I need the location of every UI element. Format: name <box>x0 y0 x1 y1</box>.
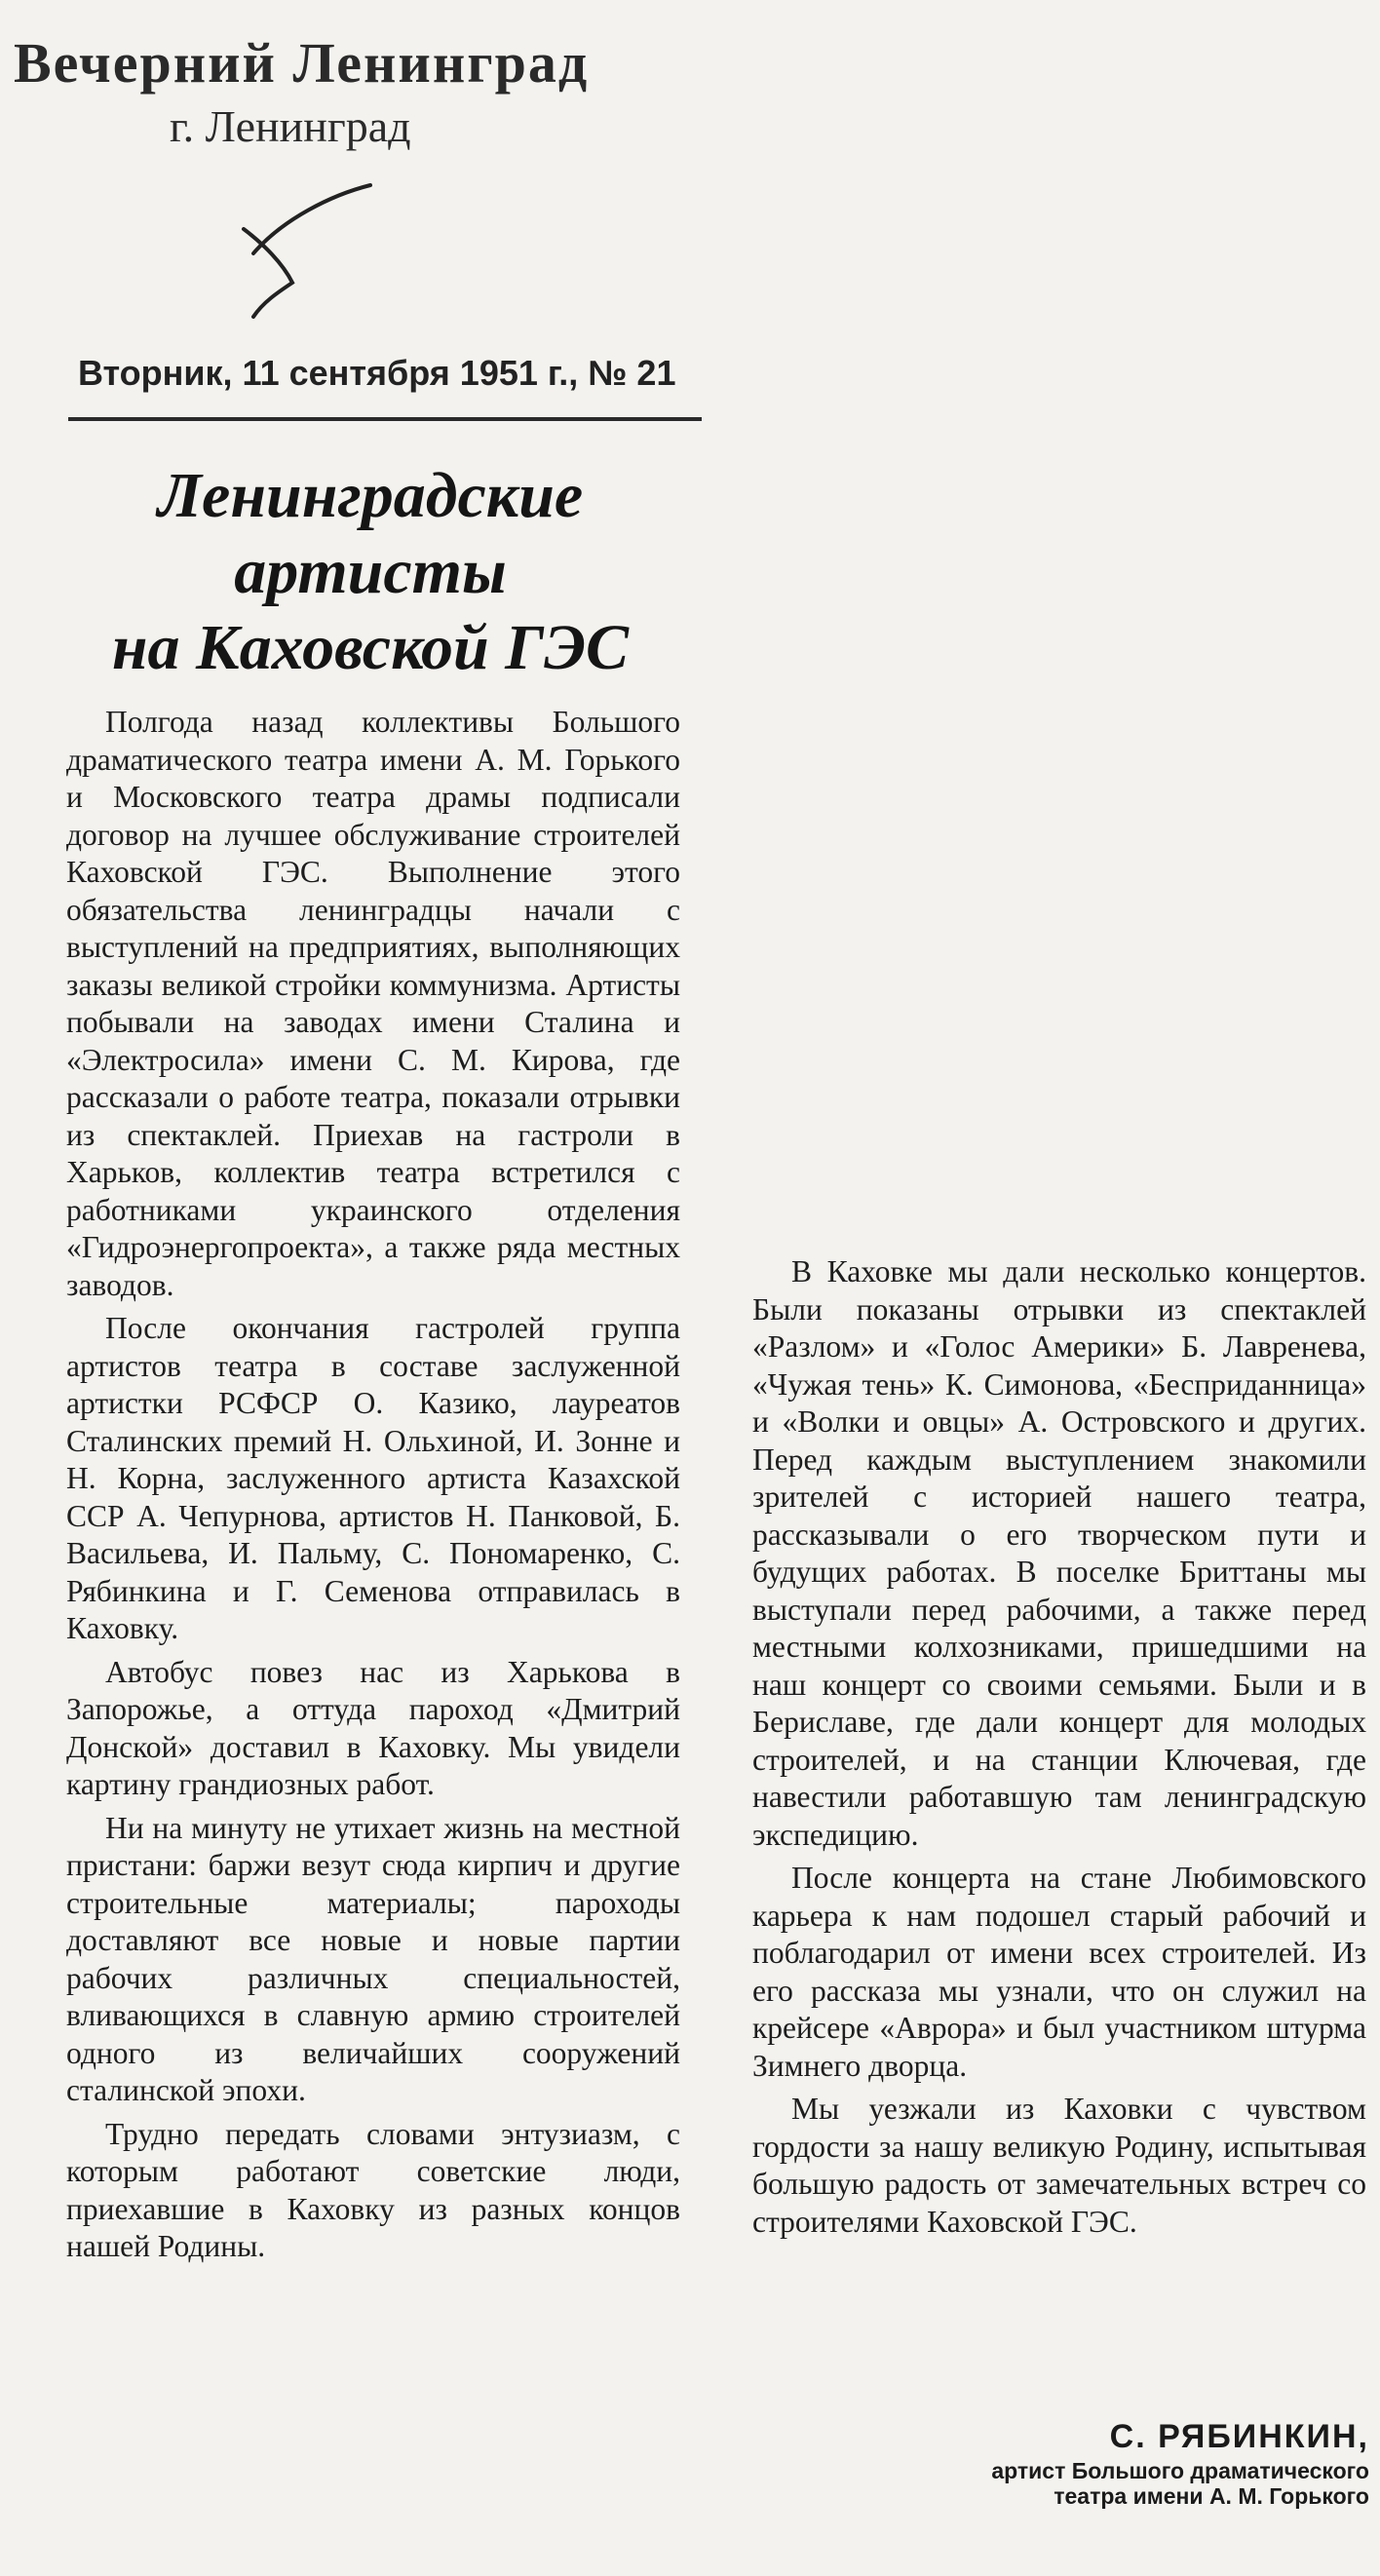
author-name: С. РЯБИНКИН, <box>1109 2418 1369 2455</box>
article-headline <box>39 458 702 686</box>
author-signature <box>799 2415 1369 2509</box>
article-paragraph: Мы уезжали из Каховки с чувством гордости за нашу великую Родину, испытывая большую радость от замечательных встреч со строителями Каховской ГЭС. <box>752 2092 1366 2239</box>
author-role: артист Большого драматического <box>991 2458 1369 2483</box>
article-paragraph: Полгода назад коллективы Большого драматического театра имени А. М. Горького и Московского театра драмы подписали договор на лучшее обслуживание строителей Каховской ГЭС. Выполнение этого обязательства ленинградцы начали с выступлений на предприятиях, выполняющих заказы великой стройки коммунизма. Артисты побывали на заводах имени Сталина и «Электросила» имени С. М. Кирова, где рассказали о работе театра, показали отрывки из спектаклей. Приехав на гастроли в Харьков, коллектив театра встретился с работниками украинского отделения «Гидроэнергопроекта», а также ряда местных заводов. <box>66 705 680 1302</box>
dateline-rule <box>68 417 702 421</box>
article-paragraph: После концерта на стане Любимовского карьера к нам подошел старый рабочий и поблагодарил от имени всех строителей. Из его рассказа мы узнали, что он служил на крейсере «Аврора» и был участником штурма Зимнего дворца. <box>752 1861 1366 2083</box>
article-paragraph: Автобус повез нас из Харькова в Запорожье, а оттуда пароход «Дмитрий Донской» доставил в Каховку. Мы увидели картину грандиозных работ. <box>66 1654 680 1801</box>
handwritten-mark-icon <box>224 175 400 331</box>
masthead <box>14 29 696 156</box>
article-paragraph: В Каховке мы дали несколько концертов. Были показаны отрывки из спектаклей «Разлом» и «Голос Америки» Б. Лавренева, «Чужая тень» К. Симонова, «Бесприданница» и «Волки и овцы» А. Островского и других. Перед каждым выступлением знакомили зрителей с историей нашего театра, рассказывали о его творческом пути и будущих работах. В поселке Бриттаны мы выступали перед рабочими, а также перед местными колхозниками, пришедшими на наш концерт со своими семьями. Были и в Бериславе, где дали концерт для молодых строителей, и на станции Ключевая, где навестили работавшую там ленинградскую экспедицию. <box>752 1254 1366 1852</box>
article-paragraph: После окончания гастролей группа артистов театра в составе заслуженной артистки РСФСР О. Казико, лауреатов Сталинских премий Н. Ольхиной, И. Зонне и Н. Корна, заслуженного артиста Казахской ССР А. Чепурнова, артистов Н. Панковой, Б. Васильева, И. Пальму, С. Пономаренко, С. Рябинкина и Г. Семенова отправилась в Каховку. <box>66 1311 680 1645</box>
article-paragraph: Трудно передать словами энтузиазм, с которым работают советские люди, приехавшие в Каховку из разных концов нашей Родины. <box>66 2116 680 2263</box>
newspaper-city: г. Ленинград <box>170 101 411 151</box>
article-paragraph: Ни на минуту не утихает жизнь на местной пристани: баржи везут сюда кирпич и другие строительные материалы; пароходы доставляют все новые и новые партии рабочих различных специальностей, вливающихся в славную армию строителей одного из величайших сооружений сталинской эпохи. <box>66 1810 680 2107</box>
author-role: театра имени А. М. Горького <box>1054 2483 1369 2509</box>
headline-line: Ленинградские <box>157 460 584 531</box>
headline-line: на Каховской ГЭС <box>111 612 630 683</box>
headline-line: артисты <box>234 536 507 607</box>
newspaper-name: Вечерний Ленинград <box>14 31 590 95</box>
issue-dateline: Вторник, 11 сентября 1951 г., № 21 <box>78 353 676 393</box>
article-column-left <box>66 704 680 2272</box>
article-column-right <box>752 1253 1366 2247</box>
